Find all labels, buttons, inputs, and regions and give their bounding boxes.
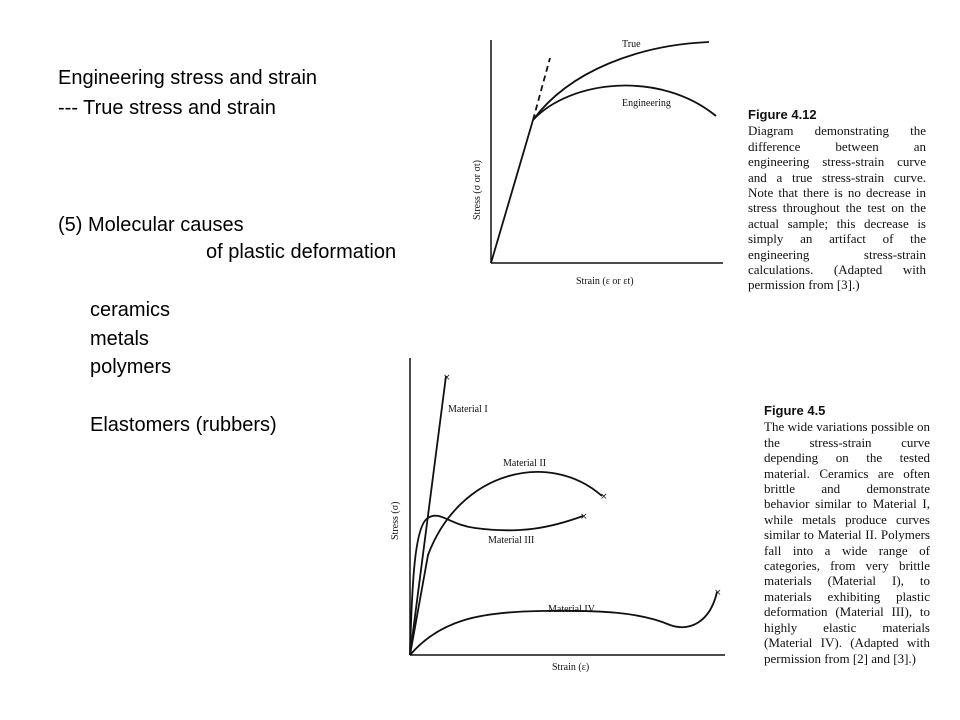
figure-4-5-graph	[380, 350, 740, 680]
label-engineering: Engineering	[622, 98, 671, 109]
figure-4-5-title: Figure 4.5	[764, 403, 826, 418]
item-metals: metals	[90, 328, 149, 350]
y-axis-label: Stress (σ or σt)	[472, 160, 483, 220]
figure-4-5-text: The wide variations possible on the stress-strain curve depending on the tested material. Ceramics are often brittle and demonstrate behavior similar to Material I, while metals produce curves similar to Material II. Polymers fall into a wide range of categories, from very brittle materials (Material I), to materials exhibiting plastic deformation (Material III), to highly elastic materials (Material IV). (Adapted with permission from [2] and [3].)	[764, 419, 930, 666]
y-axis-label: Stress (σ)	[390, 501, 401, 540]
label-material-iv: Material IV	[548, 604, 595, 615]
item-ceramics: ceramics	[90, 299, 171, 321]
material-ii-fracture-x: ×	[600, 492, 608, 502]
material-i-curve	[410, 376, 446, 655]
material-iv-curve	[410, 592, 717, 655]
section-heading-line2: of plastic deformation	[206, 241, 397, 263]
section-heading-line1: (5) Molecular causes	[58, 214, 244, 236]
label-true: True	[622, 39, 641, 50]
figure-4-12-caption	[748, 107, 926, 293]
label-material-i: Material I	[448, 404, 488, 415]
figure-4-12-graph	[460, 30, 730, 292]
material-iv-fracture-x: ×	[714, 588, 722, 598]
figure-4-5-caption	[764, 403, 930, 666]
true-curve	[533, 42, 709, 120]
title-engineering-stress: Engineering stress and strain	[58, 67, 318, 89]
elastic-line	[491, 120, 533, 263]
material-i-fracture-x: ×	[443, 373, 451, 383]
label-material-ii: Material II	[503, 458, 547, 469]
figure-4-12-title: Figure 4.12	[748, 107, 817, 122]
item-polymers: polymers	[90, 356, 172, 378]
materials-stress-strain-plot	[380, 350, 740, 680]
subtitle-true-stress: --- True stress and strain	[58, 97, 276, 119]
true-vs-engineering-plot	[460, 30, 730, 292]
material-iii-fracture-x: ×	[580, 512, 588, 522]
item-elastomers: Elastomers (rubbers)	[90, 414, 277, 436]
x-axis-label: Strain (ε)	[552, 662, 590, 673]
x-axis-label: Strain (ε or εt)	[576, 276, 634, 287]
figure-4-12-text: Diagram demonstrating the difference between an engineering stress-strain curve and a true stress-strain curve. Note that there is no decrease in stress throughout the test on the actual sample; this decrease is simply an artifact of the engineering stress-strain calculations. (Adapted with permission from [3].)	[748, 123, 926, 293]
material-ii-curve	[410, 472, 602, 655]
label-material-iii: Material III	[488, 535, 535, 546]
